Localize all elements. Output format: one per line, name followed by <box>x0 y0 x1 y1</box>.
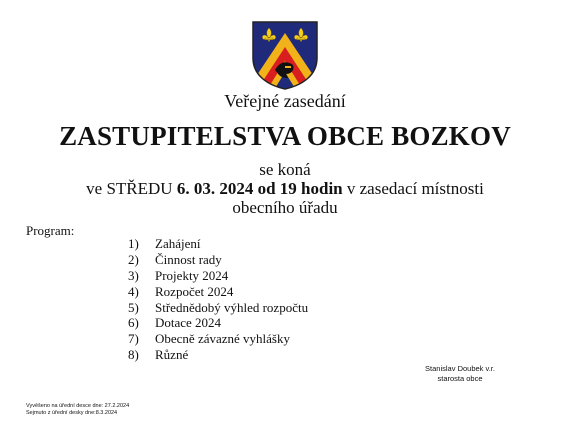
signature-role: starosta obce <box>437 374 483 383</box>
meeting-place-line2: obecního úřadu <box>232 198 338 217</box>
item-number: 8) <box>128 347 139 363</box>
list-item <box>128 252 308 268</box>
item-number: 4) <box>128 283 139 299</box>
posted-date-note: Vyvěšeno na úřední desce dne: 27.2.2024 <box>26 403 130 409</box>
list-item <box>128 268 308 284</box>
item-text: Obecně závazné vyhlášky <box>155 331 290 347</box>
meeting-subtitle: Veřejné zasedání <box>224 91 346 111</box>
list-item <box>128 284 308 300</box>
list-item <box>128 315 308 331</box>
meeting-place-line1: v zasedací místnosti <box>342 179 484 198</box>
list-item <box>128 300 308 316</box>
item-text: Rozpočet 2024 <box>155 283 234 299</box>
list-item <box>128 236 308 252</box>
item-number: 2) <box>128 251 139 267</box>
item-number: 7) <box>128 331 139 347</box>
program-label: Program: <box>26 223 75 238</box>
item-text: Zahájení <box>155 236 201 251</box>
item-number: 5) <box>128 299 139 315</box>
item-text: Dotace 2024 <box>155 315 222 331</box>
meeting-date-time: 6. 03. 2024 od 19 hodin <box>176 179 343 198</box>
meeting-held-text: se koná <box>259 160 311 179</box>
day-prefix: ve STŘEDU <box>86 179 177 198</box>
page-title: ZASTUPITELSTVA OBCE BOZKOV <box>59 121 511 151</box>
program-list <box>128 236 308 363</box>
meeting-date-line <box>0 179 570 199</box>
list-item <box>128 331 308 347</box>
item-text: Projekty 2024 <box>155 267 229 283</box>
coat-of-arms-icon <box>251 20 319 90</box>
signature-name: Stanislav Doubek v.r. <box>425 364 495 373</box>
removed-date-note: Sejmuto z úřední desky dne:8.3.2024 <box>26 410 118 416</box>
item-number: 3) <box>128 267 139 283</box>
item-text: Činnost rady <box>155 251 222 267</box>
item-text: Střednědobý výhled rozpočtu <box>155 299 309 315</box>
item-text: Různé <box>155 347 189 363</box>
item-number: 6) <box>128 315 139 331</box>
item-number: 1) <box>128 236 139 251</box>
list-item <box>128 347 308 363</box>
